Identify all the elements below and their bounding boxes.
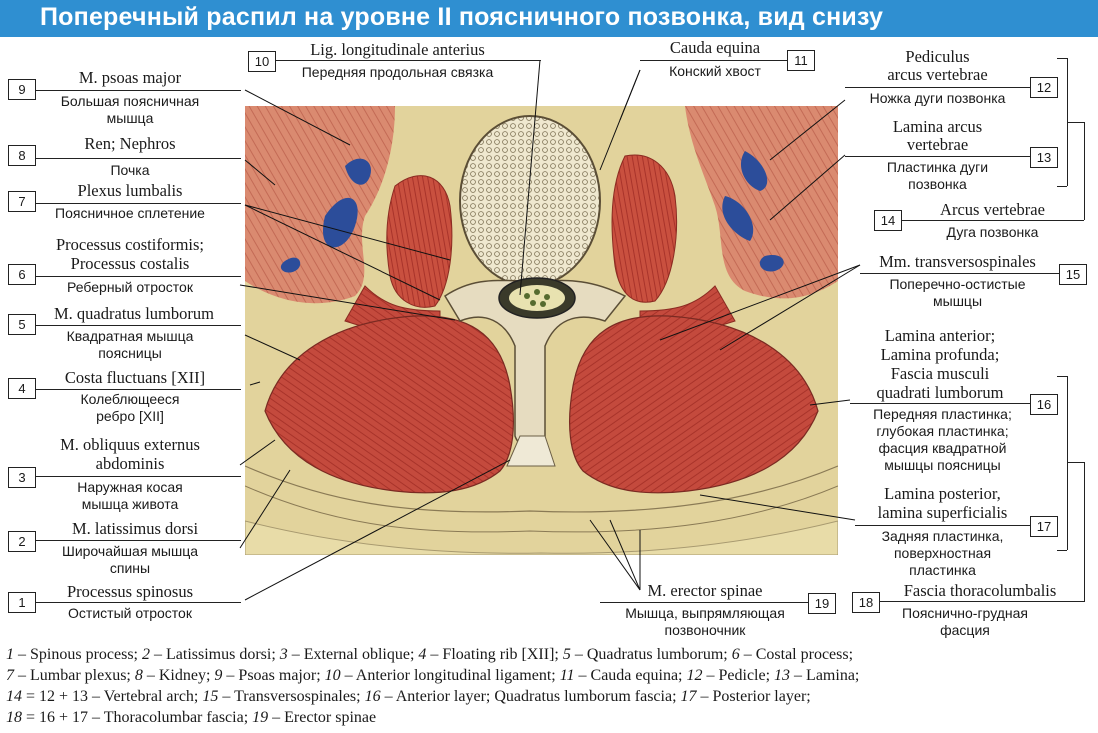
legend-text: – Lamina; — [790, 667, 860, 684]
label-number-5: 5 — [8, 314, 36, 335]
label-rule-3 — [36, 476, 241, 477]
legend-number: 10 — [324, 667, 341, 684]
label-russian-13b: позвонка — [908, 176, 967, 192]
label-number-17: 17 — [1030, 516, 1058, 537]
label-rule-18 — [880, 601, 1084, 602]
label-latin-6b: Processus costalis — [70, 254, 190, 273]
label-russian-18b: фасция — [940, 622, 990, 638]
label-russian-16b: глубокая пластинка; — [876, 423, 1009, 439]
bracket-12-top — [1057, 58, 1067, 59]
legend-text: – Posterior layer; — [696, 688, 811, 705]
legend-text: – Psoas major; — [222, 667, 325, 684]
label-latin-10: Lig. longitudinale anterius — [310, 40, 485, 59]
label-number-15: 15 — [1059, 264, 1087, 285]
legend-text: = 16 + 17 – Thoracolumbar fascia; — [22, 709, 253, 726]
label-rule-2 — [36, 540, 241, 541]
label-russian-11: Конский хвост — [669, 63, 761, 79]
label-latin-12a: Pediculus — [905, 47, 970, 66]
label-latin-16b: Lamina profunda; — [880, 345, 1000, 364]
label-russian-3a: Наружная косая — [77, 479, 183, 495]
legend-text: = 12 + 13 – Vertebral arch; — [22, 688, 203, 705]
label-latin-3b: abdominis — [95, 454, 165, 473]
bracket-12-13-out — [1067, 122, 1084, 123]
legend-number: 11 — [559, 667, 575, 684]
label-latin-5: M. quadratus lumborum — [54, 304, 214, 323]
label-number-7: 7 — [8, 191, 36, 212]
label-number-4: 4 — [8, 378, 36, 399]
label-russian-5b: поясницы — [98, 345, 162, 361]
legend-number: 7 — [6, 667, 14, 684]
label-number-11: 11 — [787, 50, 815, 71]
label-latin-6a: Processus costiformis; — [55, 235, 205, 254]
label-latin-13b: vertebrae — [906, 135, 969, 154]
legend-text: – Erector spinae — [268, 709, 377, 726]
label-latin-2: M. latissimus dorsi — [71, 519, 199, 538]
legend-text: – Kidney; — [142, 667, 215, 684]
legend-text: – Spinous process; — [14, 646, 142, 663]
label-russian-17c: пластинка — [909, 562, 976, 578]
label-rule-9 — [36, 90, 241, 91]
label-number-9: 9 — [8, 79, 36, 100]
label-russian-4a: Колеблющееся — [80, 391, 180, 407]
legend-number: 9 — [214, 667, 223, 684]
legend-number: 16 — [364, 688, 381, 705]
legend-number: 19 — [252, 709, 269, 726]
bracket-16-17-out — [1067, 462, 1084, 463]
label-latin-14: Arcus vertebrae — [940, 200, 1045, 219]
legend-number: 1 — [6, 646, 14, 663]
bracket-18-stem — [1084, 462, 1085, 602]
label-latin-16a: Lamina anterior; — [884, 326, 996, 345]
legend-text: – Quadratus lumborum; — [570, 646, 732, 663]
label-rule-14 — [902, 220, 1084, 221]
label-russian-5a: Квадратная мышца — [66, 328, 194, 344]
label-russian-19b: позвоночник — [664, 622, 746, 638]
legend-number: 13 — [774, 667, 791, 684]
label-russian-16c: фасция квадратной — [878, 440, 1007, 456]
label-number-10: 10 — [248, 51, 276, 72]
label-russian-2a: Широчайшая мышца — [61, 543, 199, 559]
label-rule-10 — [276, 60, 541, 61]
label-russian-2b: спины — [109, 560, 151, 576]
legend-number: 5 — [562, 646, 571, 663]
label-latin-3a: M. obliquus externus — [60, 435, 200, 454]
label-rule-8 — [36, 158, 241, 159]
legend-number: 4 — [418, 646, 427, 663]
legend-number: 17 — [680, 688, 697, 705]
legend-text: – Anterior layer; Quadratus lumborum fascia; — [380, 688, 681, 705]
label-rule-19 — [600, 602, 808, 603]
label-russian-1: Остистый отросток — [68, 605, 192, 621]
bracket-13-bottom — [1057, 186, 1067, 187]
label-russian-3b: мышца живота — [81, 496, 179, 512]
label-number-1: 1 — [8, 592, 36, 613]
label-rule-16 — [850, 403, 1030, 404]
label-latin-7: Plexus lumbalis — [77, 181, 183, 200]
label-russian-19a: Мышца, выпрямляющая — [625, 605, 785, 621]
legend-number: 3 — [279, 646, 288, 663]
label-latin-17b: lamina superficialis — [877, 503, 1008, 522]
label-latin-18: Fascia thoracolumbalis — [903, 581, 1057, 600]
label-russian-15a: Поперечно-остистые — [889, 276, 1026, 292]
label-rule-12 — [845, 87, 1030, 88]
label-russian-4b: ребро [XII] — [96, 408, 164, 424]
label-number-2: 2 — [8, 531, 36, 552]
label-russian-17a: Задняя пластинка, — [881, 528, 1004, 544]
legend-text: – Pedicle; — [702, 667, 775, 684]
label-latin-16c: Fascia musculi — [890, 364, 990, 383]
label-russian-14: Дуга позвонка — [946, 224, 1039, 240]
legend-text: – Cauda equina; — [574, 667, 687, 684]
label-rule-1 — [36, 602, 241, 603]
label-russian-16a: Передняя пластинка; — [873, 406, 1012, 422]
label-russian-13a: Пластинка дуги — [886, 159, 989, 175]
legend-number: 15 — [202, 688, 219, 705]
label-rule-15 — [860, 273, 1059, 274]
label-rule-7 — [36, 203, 241, 204]
label-russian-15b: мышцы — [933, 293, 982, 309]
bracket-16-top — [1057, 376, 1067, 377]
label-russian-7: Поясничное сплетение — [55, 205, 205, 221]
label-rule-5 — [36, 325, 241, 326]
legend-text: – Transversospinales; — [218, 688, 365, 705]
label-rule-6 — [36, 276, 241, 277]
legend-line-2 — [6, 665, 859, 686]
legend-line-4 — [6, 707, 376, 728]
label-latin-4: Costa fluctuans [XII] — [64, 368, 206, 387]
label-number-3: 3 — [8, 467, 36, 488]
bracket-17-bottom — [1057, 550, 1067, 551]
label-rule-17 — [855, 525, 1030, 526]
label-number-8: 8 — [8, 145, 36, 166]
label-russian-9a: Большая поясничная — [60, 93, 200, 109]
label-russian-8: Почка — [110, 162, 150, 178]
label-latin-15: Mm. transversospinales — [879, 252, 1036, 271]
label-number-16: 16 — [1030, 394, 1058, 415]
legend-number: 6 — [731, 646, 740, 663]
label-number-6: 6 — [8, 264, 36, 285]
label-number-19: 19 — [808, 593, 836, 614]
label-russian-17b: поверхностная — [893, 545, 992, 561]
legend-number: 2 — [142, 646, 150, 663]
label-russian-12: Ножка дуги позвонка — [869, 90, 1006, 106]
legend-line-1 — [6, 644, 853, 665]
label-rule-13 — [845, 156, 1030, 157]
label-russian-9b: мышца — [106, 110, 154, 126]
label-russian-10: Передняя продольная связка — [301, 64, 494, 80]
label-latin-13a: Lamina arcus — [892, 117, 983, 136]
label-russian-6: Реберный отросток — [67, 279, 193, 295]
label-rule-11 — [640, 60, 787, 61]
label-latin-19: M. erector spinae — [647, 581, 763, 600]
bracket-14-stem — [1084, 122, 1085, 220]
label-rule-4 — [36, 389, 241, 390]
legend-text: – Latissimus dorsi; — [150, 646, 280, 663]
legend-text: – Anterior longitudinal ligament; — [340, 667, 560, 684]
label-latin-12b: arcus vertebrae — [887, 65, 988, 84]
label-latin-16d: quadrati lumborum — [876, 383, 1004, 402]
legend-text: – Floating rib [XII]; — [426, 646, 563, 663]
legend-line-3 — [6, 686, 811, 707]
legend-number: 14 — [6, 688, 22, 705]
legend-text: – External oblique; — [287, 646, 419, 663]
legend-number: 18 — [6, 709, 22, 726]
label-latin-8: Ren; Nephros — [84, 134, 176, 153]
label-latin-1: Processus spinosus — [66, 582, 194, 601]
page-title: Поперечный распил на уровне II поясничного позвонка, вид снизу — [40, 3, 884, 31]
label-number-12: 12 — [1030, 77, 1058, 98]
label-russian-16d: мышцы поясницы — [884, 457, 1001, 473]
label-russian-18a: Пояснично-грудная — [902, 605, 1028, 621]
label-number-13: 13 — [1030, 147, 1058, 168]
legend-number: 12 — [686, 667, 703, 684]
legend-number: 8 — [134, 667, 143, 684]
label-latin-11: Cauda equina — [669, 38, 761, 57]
legend-text: – Lumbar plexus; — [14, 667, 135, 684]
bracket-16-17 — [1067, 376, 1068, 550]
label-number-14: 14 — [874, 210, 902, 231]
legend-text: – Costal process; — [739, 646, 854, 663]
label-number-18: 18 — [852, 592, 880, 613]
label-latin-17a: Lamina posterior, — [884, 484, 1001, 503]
label-latin-9: M. psoas major — [78, 68, 182, 87]
